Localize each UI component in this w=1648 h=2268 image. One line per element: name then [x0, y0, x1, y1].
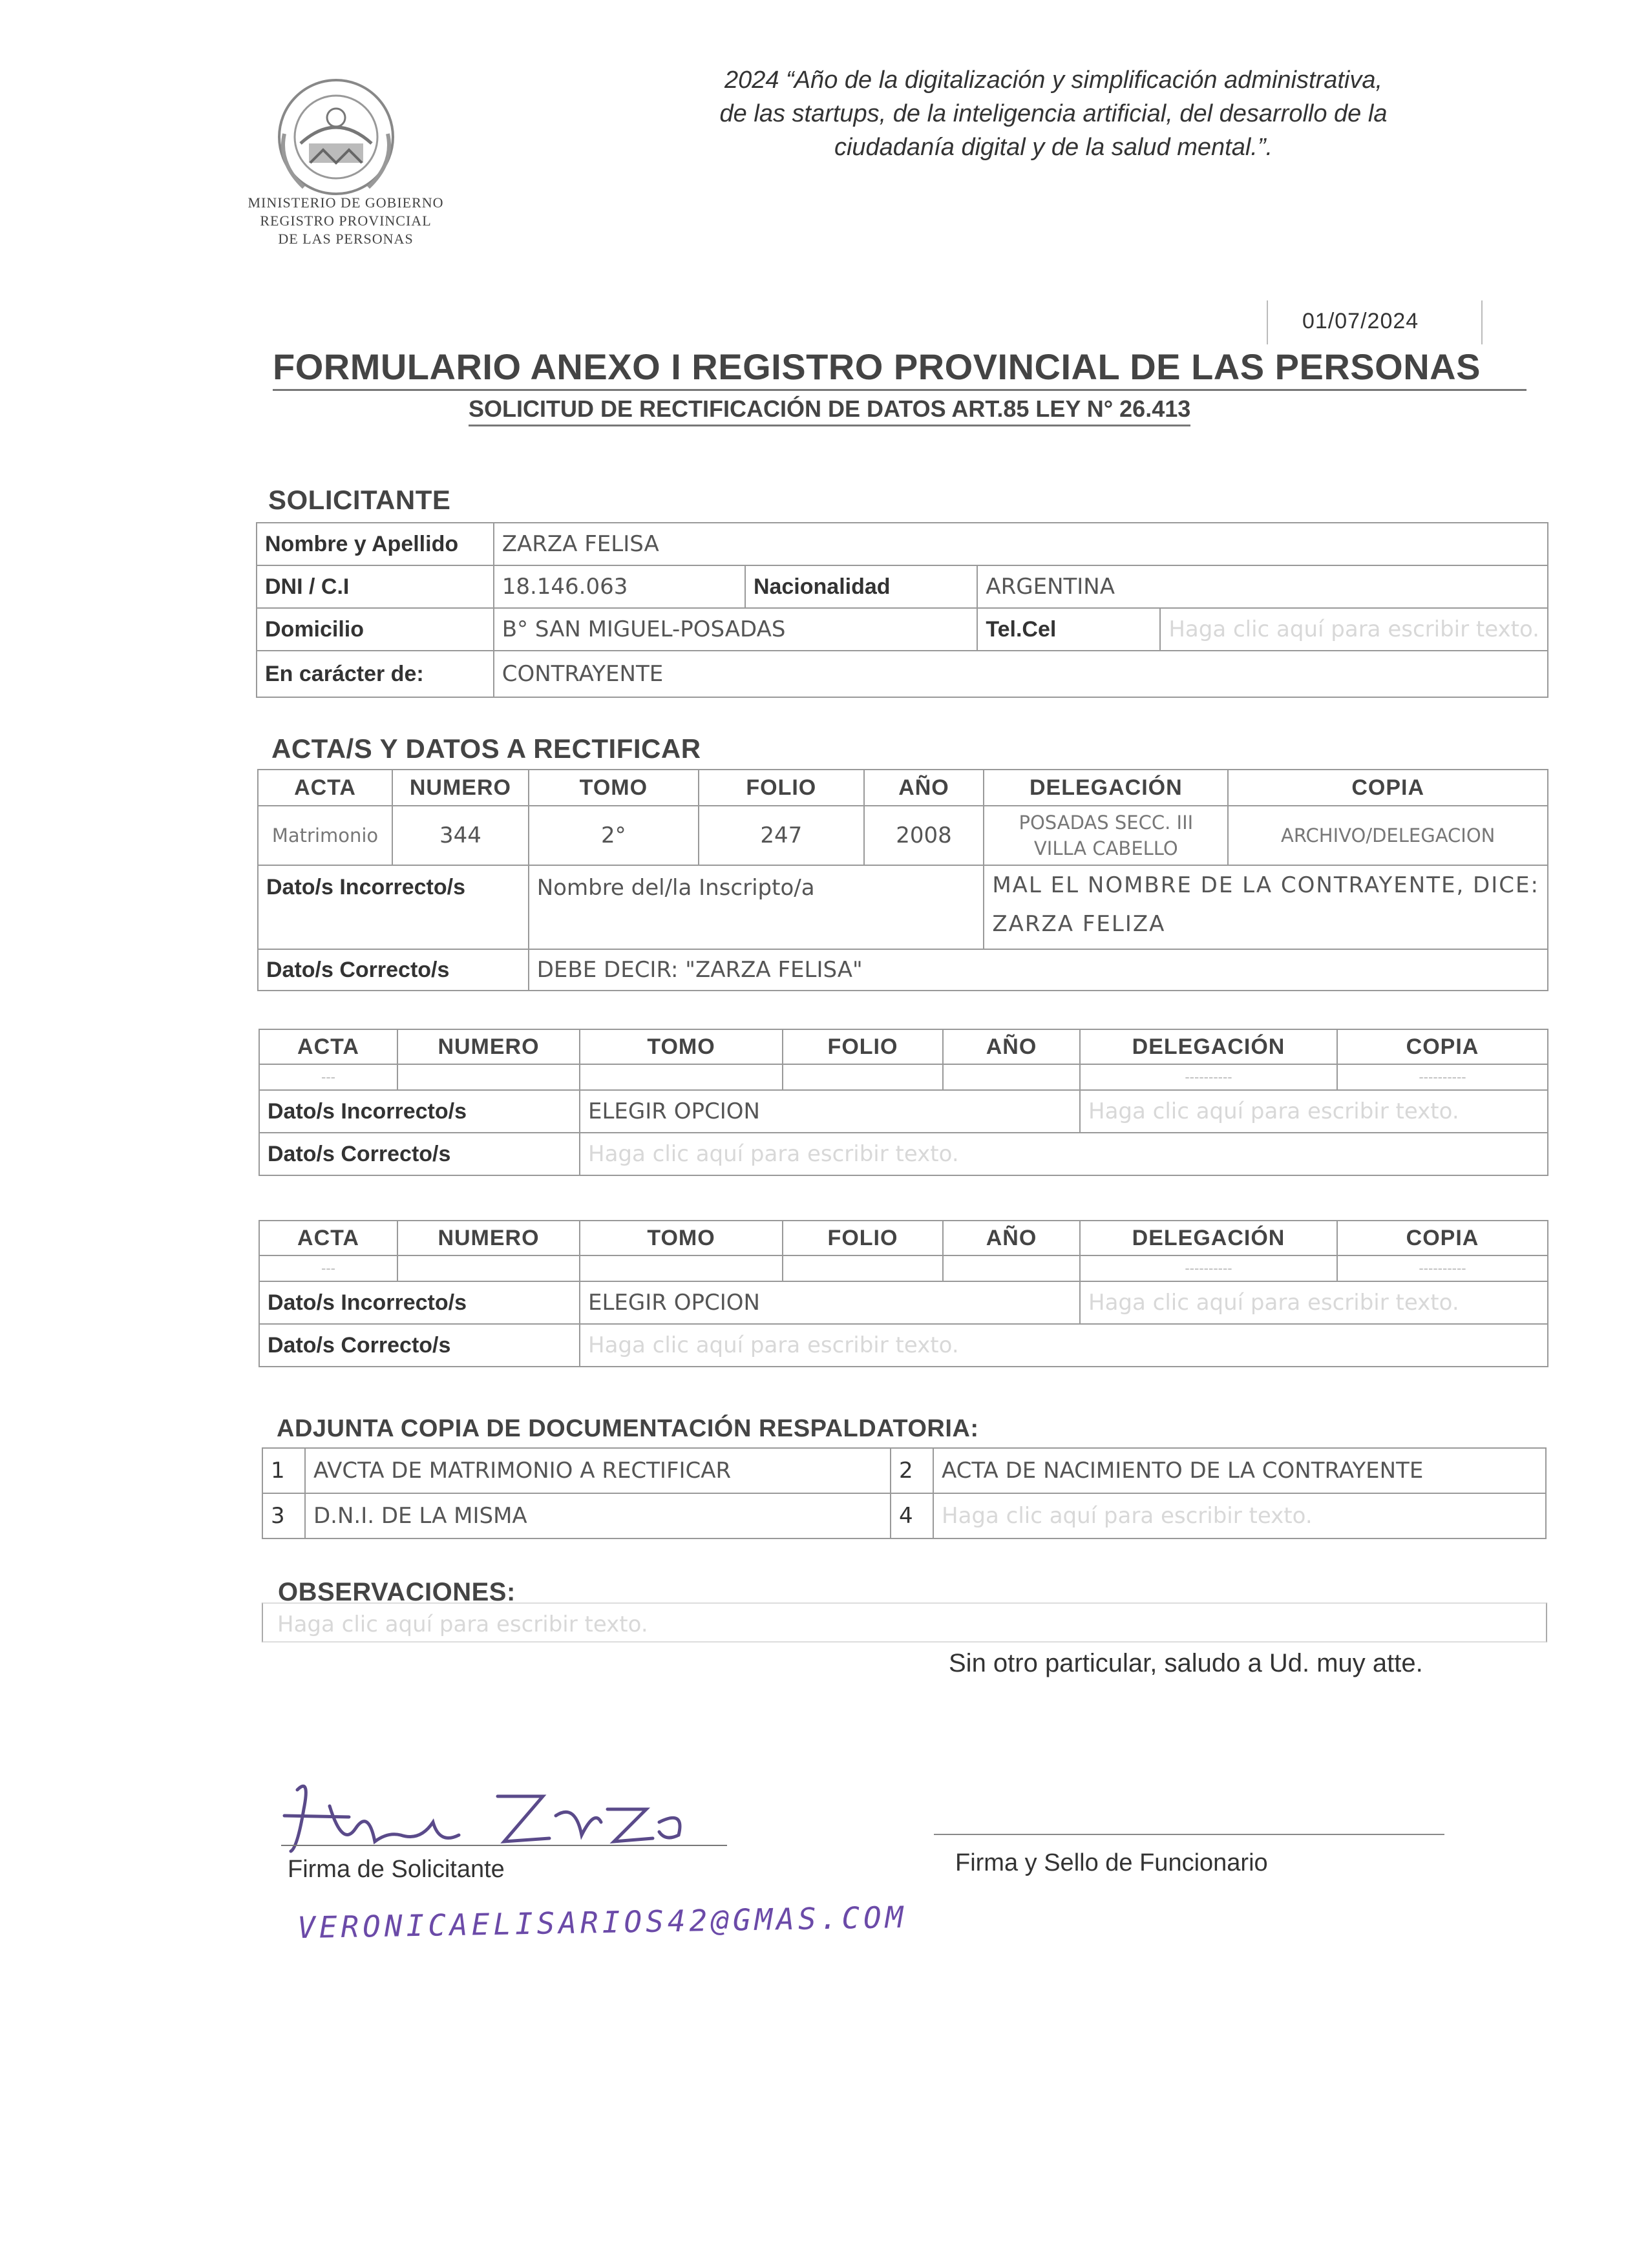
domicilio-field[interactable]: B° SAN MIGUEL-POSADAS — [494, 608, 978, 651]
col-acta: ACTA — [258, 770, 392, 806]
col-copia: COPIA — [1228, 770, 1548, 806]
nacionalidad-field[interactable]: ARGENTINA — [977, 565, 1548, 608]
tomo-field[interactable] — [580, 1064, 783, 1090]
incorrect-label: Dato/s Incorrecto/s — [259, 1281, 580, 1324]
incorrect-text-field[interactable]: Haga clic aquí para escribir texto. — [1080, 1281, 1548, 1324]
tel-label: Tel.Cel — [977, 608, 1160, 651]
correct-label: Dato/s Correcto/s — [259, 1324, 580, 1367]
col-copia: COPIA — [1337, 1221, 1548, 1255]
closing-text: Sin otro particular, saludo a Ud. muy atte. — [949, 1649, 1423, 1677]
col-tomo: TOMO — [529, 770, 699, 806]
acta-block-1 — [257, 769, 1548, 991]
acta-field[interactable]: Matrimonio — [258, 806, 392, 865]
domicilio-label: Domicilio — [257, 608, 494, 651]
incorrect-label: Dato/s Incorrecto/s — [258, 865, 529, 949]
section-actas: ACTA/S Y DATOS A RECTIFICAR — [271, 733, 701, 764]
delegacion-select[interactable]: ---------- — [1080, 1064, 1337, 1090]
col-delegacion: DELEGACIÓN — [1080, 1029, 1337, 1064]
correct-label: Dato/s Correcto/s — [258, 949, 529, 991]
nombre-label: Nombre y Apellido — [257, 523, 494, 565]
signature-label-solicitante: Firma de Solicitante — [288, 1856, 505, 1883]
correct-label: Dato/s Correcto/s — [259, 1133, 580, 1175]
col-delegacion: DELEGACIÓN — [1080, 1221, 1337, 1255]
motto-line: ciudadanía digital y de la salud mental.”. — [834, 134, 1273, 161]
incorrect-option-select[interactable]: Nombre del/la Inscripto/a — [529, 865, 984, 949]
copia-select[interactable]: ---------- — [1337, 1255, 1548, 1281]
section-observaciones: OBSERVACIONES: — [278, 1578, 516, 1606]
incorrect-option-select[interactable]: ELEGIR OPCION — [580, 1090, 1080, 1133]
caracter-field[interactable]: CONTRAYENTE — [494, 651, 1548, 697]
incorrect-text-line-1: MAL EL NOMBRE DE LA CONTRAYENTE, DICE: — [992, 872, 1539, 898]
col-delegacion: DELEGACIÓN — [984, 770, 1228, 806]
section-adjunta: ADJUNTA COPIA DE DOCUMENTACIÓN RESPALDATORIA: — [277, 1415, 979, 1442]
numero-field[interactable] — [397, 1064, 580, 1090]
col-folio: FOLIO — [699, 770, 864, 806]
date-value: 01/07/2024 — [1302, 309, 1419, 333]
adjunta-table — [262, 1447, 1547, 1539]
delegacion-select[interactable]: ---------- — [1080, 1255, 1337, 1281]
col-numero: NUMERO — [397, 1221, 580, 1255]
handwritten-email: VERONICAELISARIOS42@GMAS.COM — [297, 1899, 907, 1946]
adjunta-num: 3 — [262, 1493, 305, 1538]
col-folio: FOLIO — [783, 1029, 943, 1064]
numero-field[interactable] — [397, 1255, 580, 1281]
col-folio: FOLIO — [783, 1221, 943, 1255]
correct-text-field[interactable]: Haga clic aquí para escribir texto. — [580, 1133, 1548, 1175]
provincial-seal-icon — [271, 72, 401, 202]
incorrect-text-field[interactable] — [984, 865, 1548, 949]
folio-field[interactable]: 247 — [699, 806, 864, 865]
copia-select[interactable]: ---------- — [1337, 1064, 1548, 1090]
adjunta-item-4[interactable]: Haga clic aquí para escribir texto. — [933, 1493, 1546, 1538]
folio-field[interactable] — [783, 1255, 943, 1281]
folio-field[interactable] — [783, 1064, 943, 1090]
acta-block-3 — [259, 1220, 1548, 1367]
adjunta-item-1[interactable]: AVCTA DE MATRIMONIO A RECTIFICAR — [305, 1448, 891, 1493]
adjunta-item-3[interactable]: D.N.I. DE LA MISMA — [305, 1493, 891, 1538]
signature-line-funcionario — [934, 1834, 1444, 1835]
delegacion-field[interactable] — [984, 806, 1228, 865]
signature-line-solicitante — [281, 1845, 727, 1846]
observaciones-text: Haga clic aquí para escribir texto. — [277, 1612, 648, 1637]
ministry-line: MINISTERIO DE GOBIERNO — [248, 194, 444, 211]
signature-label-funcionario: Firma y Sello de Funcionario — [955, 1849, 1268, 1876]
col-numero: NUMERO — [392, 770, 529, 806]
incorrect-text-field[interactable]: Haga clic aquí para escribir texto. — [1080, 1090, 1548, 1133]
solicitante-table — [256, 522, 1548, 698]
tomo-field[interactable] — [580, 1255, 783, 1281]
acta-select[interactable]: --- — [259, 1255, 397, 1281]
observaciones-field[interactable] — [262, 1602, 1547, 1643]
col-acta: ACTA — [259, 1029, 397, 1064]
incorrect-option-select[interactable]: ELEGIR OPCION — [580, 1281, 1080, 1324]
ministry-block — [223, 194, 469, 248]
correct-text-field[interactable]: Haga clic aquí para escribir texto. — [580, 1324, 1548, 1367]
incorrect-label: Dato/s Incorrecto/s — [259, 1090, 580, 1133]
caracter-label: En carácter de: — [257, 651, 494, 697]
form-subtitle: SOLICITUD DE RECTIFICACIÓN DE DATOS ART.85 LEY N° 26.413 — [469, 395, 1190, 426]
delegacion-line-1: POSADAS SECC. III — [1019, 812, 1194, 834]
copia-field[interactable]: ARCHIVO/DELEGACION — [1228, 806, 1548, 865]
nombre-field[interactable]: ZARZA FELISA — [494, 523, 1548, 565]
year-motto — [633, 63, 1474, 164]
form-title: FORMULARIO ANEXO I REGISTRO PROVINCIAL DE LAS PERSONAS — [273, 346, 1527, 391]
adjunta-num: 1 — [262, 1448, 305, 1493]
delegacion-line-2: VILLA CABELLO — [1033, 837, 1178, 859]
numero-field[interactable]: 344 — [392, 806, 529, 865]
tel-field[interactable]: Haga clic aquí para escribir texto. — [1160, 608, 1548, 651]
adjunta-item-2[interactable]: ACTA DE NACIMIENTO DE LA CONTRAYENTE — [933, 1448, 1546, 1493]
incorrect-text-line-2: ZARZA FELIZA — [992, 911, 1166, 937]
acta-select[interactable]: --- — [259, 1064, 397, 1090]
section-solicitante: SOLICITANTE — [268, 485, 451, 515]
ministry-line: DE LAS PERSONAS — [278, 231, 414, 247]
tomo-field[interactable]: 2° — [529, 806, 699, 865]
col-anio: AÑO — [943, 1221, 1080, 1255]
motto-line: de las startups, de la inteligencia artificial, del desarrollo de la — [719, 100, 1388, 127]
anio-field[interactable]: 2008 — [864, 806, 984, 865]
adjunta-num: 4 — [891, 1493, 933, 1538]
anio-field[interactable] — [943, 1255, 1080, 1281]
col-tomo: TOMO — [580, 1221, 783, 1255]
acta-block-2 — [259, 1029, 1548, 1176]
handwritten-signature — [271, 1770, 737, 1861]
col-tomo: TOMO — [580, 1029, 783, 1064]
correct-text-field[interactable]: DEBE DECIR: "ZARZA FELISA" — [529, 949, 1548, 991]
col-copia: COPIA — [1337, 1029, 1548, 1064]
col-anio: AÑO — [864, 770, 984, 806]
ministry-line: REGISTRO PROVINCIAL — [260, 213, 432, 229]
col-anio: AÑO — [943, 1029, 1080, 1064]
adjunta-num: 2 — [891, 1448, 933, 1493]
col-acta: ACTA — [259, 1221, 397, 1255]
dni-label: DNI / C.I — [257, 565, 494, 608]
nacionalidad-label: Nacionalidad — [745, 565, 977, 608]
anio-field[interactable] — [943, 1064, 1080, 1090]
col-numero: NUMERO — [397, 1029, 580, 1064]
dni-field[interactable]: 18.146.063 — [494, 565, 745, 608]
motto-line: 2024 “Año de la digitalización y simplificación administrativa, — [724, 67, 1383, 94]
